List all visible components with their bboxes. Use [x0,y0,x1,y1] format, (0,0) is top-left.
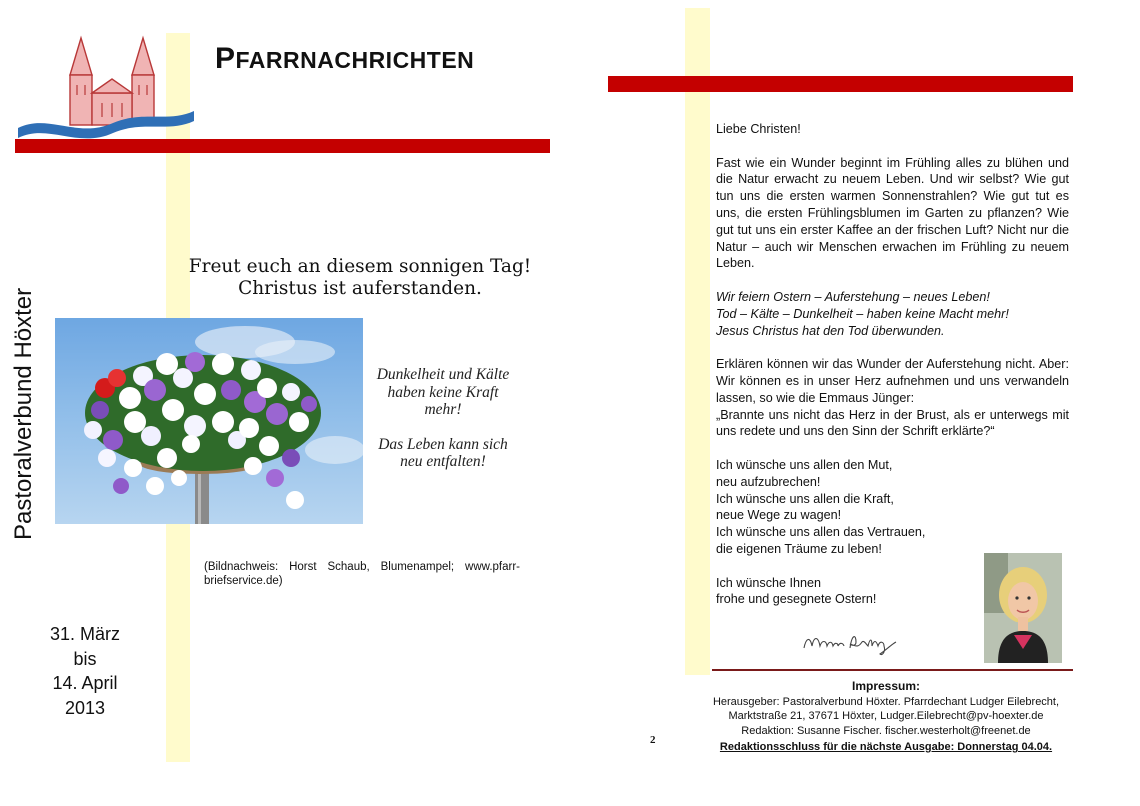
letter-wish-5: Ich wünsche uns allen das Vertrauen, [716,525,926,540]
letter-italic-2: Tod – Kälte – Dunkelheit – haben keine Macht mehr! [716,306,1009,321]
date-bis: bis [73,648,97,669]
page-number: 2 [650,734,656,746]
impressum: Impressum: Herausgeber: Pastoralverbund Höxter. Pfarrdechant Ludger Eilebrecht, Marktstraße 21, 37671 Höxter, Ludger.Eilebrecht@pv-hoexter.de Redaktion: Susanne Fischer. fischer.westerholt@freenet.de Redaktionsschluss für die nächste Ausgabe: Donnerstag 04.04. [700,679,1072,755]
impressum-editor: Redaktion: Susanne Fischer. fischer.westerholt@freenet.de [741,724,1031,737]
quote-line-2: haben keine Kraft [387,383,499,401]
letter-closing-1: Ich wünsche Ihnen [716,575,822,590]
photo-credit: (Bildnachweis: Horst Schaub, Blumenampel; www.pfarr-briefservice.de) [204,561,520,587]
right-page-stripe [685,8,710,675]
author-portrait [984,553,1062,663]
impressum-divider [712,669,1073,671]
letter-wish-4: neue Wege zu wagen! [716,508,842,523]
letter-emmaus-quote: „Brannte uns nicht das Herz in der Brust, als er unterwegs mit uns redete und uns den Sinn der Schrift erklärte?“ [716,407,1069,439]
issue-date-range [30,622,140,720]
editorial-deadline: Redaktionsschluss für die nächste Ausgabe: Donnerstag 04.04. [719,741,1053,753]
letter-closing-2: frohe und gesegnete Ostern! [716,592,877,607]
quote-line-1: Dunkelheit und Kälte [376,366,510,383]
flower-basket-photo [55,318,363,524]
letter-wish-1: Ich wünsche uns allen den Mut, [716,457,893,472]
headline-line-1: Freut euch an diesem sonnigen Tag! [188,256,532,277]
letter-paragraph-1: Fast wie ein Wunder beginnt im Frühling alles zu blühen und die Natur erwacht zu neuem Leben. Und wir selbst? Wie gut tun uns die ersten warmen Sonnenstrahlen? Wie gut tut es uns, die ersten Frühlingsblumen im Garten zu pflanzen? Wie gut tut uns ein erster Kaffee an der frischen Luft? Nicht nur die Natur – auch wir Menschen erwachen im Frühling zu neuem Leben. [716,155,1069,271]
quote-line-4: Das Leben kann sich [378,435,508,453]
easter-headline [180,256,540,300]
right-red-bar [608,76,1073,92]
letter-wish-6: die eigenen Träume zu leben! [716,541,882,556]
masthead-title-rest: FARRNACHRICHTEN [235,47,475,73]
impressum-publisher: Herausgeber: Pastoralverbund Höxter. Pfarrdechant Ludger Eilebrecht, [712,695,1060,708]
quote-line-3: mehr! [424,401,462,418]
date-end: 14. April [52,673,118,693]
letter-greeting: Liebe Christen! [716,122,801,136]
pastoral-letter [716,121,1069,608]
letter-paragraph-2: Erklären können wir das Wunder der Auferstehung nicht. Aber: Wir können es in unser Herz aufnehmen und uns verwandeln lassen, so wie die Emmaus Jünger: [716,357,1069,405]
date-start: 31. März [49,624,121,644]
letter-italic-1: Wir feiern Ostern – Auferstehung – neues Leben! [716,289,990,304]
impressum-title: Impressum [851,679,917,693]
letter-wish-3: Ich wünsche uns allen die Kraft, [716,491,894,506]
masthead-title-initial: P [215,42,236,75]
date-year: 2013 [64,697,106,718]
headline-line-2: Christus ist auferstanden. [238,278,482,299]
letter-italic-3: Jesus Christus hat den Tod überwunden. [716,323,945,338]
church-logo [18,35,194,139]
photo-side-quote [368,366,518,471]
impressum-address: Marktstraße 21, 37671 Höxter, Ludger.Eilebrecht@pv-hoexter.de [728,710,1044,722]
letter-wish-2: neu aufzubrechen! [716,474,821,489]
vertical-parish-label: Pastoralverbund Höxter [10,287,37,540]
quote-line-5: neu entfalten! [400,453,486,470]
masthead-title [215,42,474,76]
handwritten-signature [800,628,900,658]
left-red-bar [15,139,550,153]
